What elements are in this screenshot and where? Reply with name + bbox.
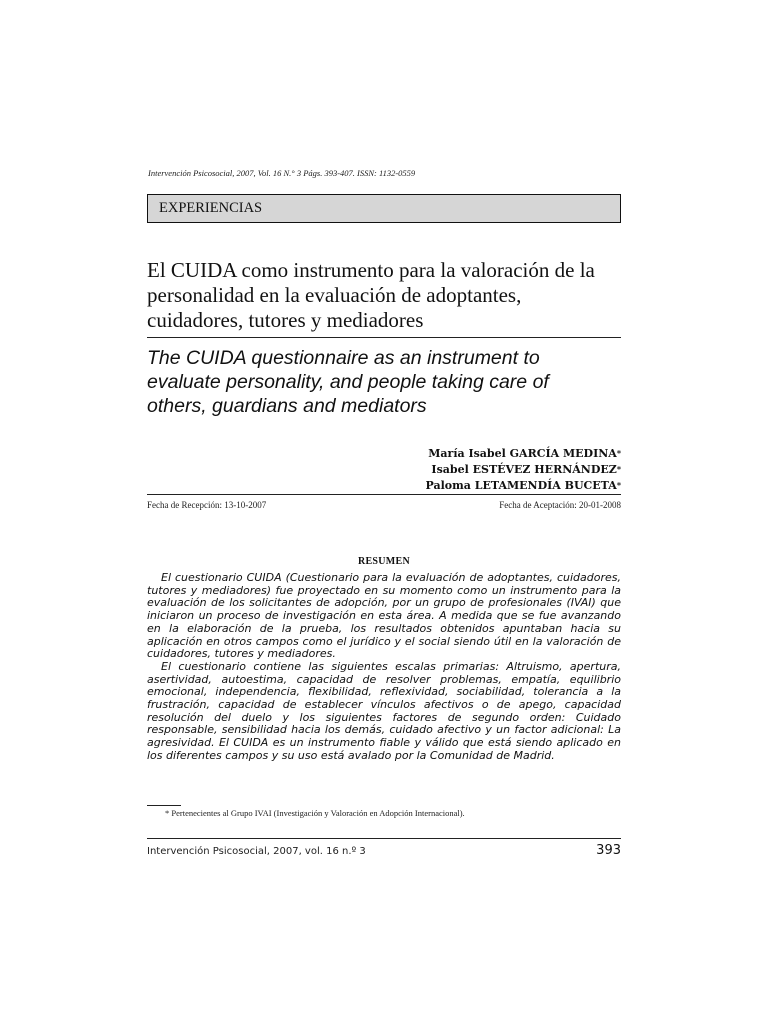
spanish-title-line: cuidadores, tutores y mediadores xyxy=(147,308,424,332)
author-affiliation-mark: * xyxy=(616,464,621,474)
author-given-name: María Isabel xyxy=(428,447,506,460)
author-affiliation-mark: * xyxy=(616,480,621,490)
author xyxy=(426,446,621,462)
footnote: * Pertenecientes al Grupo IVAI (Investigación y Valoración en Adopción Internacional). xyxy=(165,808,465,818)
author xyxy=(426,462,621,478)
accepted-date: Fecha de Aceptación: 20-01-2008 xyxy=(499,500,621,510)
footer-journal: Intervención Psicosocial, 2007, vol. 16 n.º 3 xyxy=(147,846,366,857)
footer-divider xyxy=(147,838,621,839)
abstract-heading: RESUMEN xyxy=(357,556,411,567)
title-divider xyxy=(147,337,621,338)
author-given-name: Isabel xyxy=(431,463,469,476)
spanish-title-line: personalidad en la evaluación de adoptantes, xyxy=(147,283,522,307)
author-given-name: Paloma xyxy=(425,479,471,492)
section-label: EXPERIENCIAS xyxy=(159,200,263,216)
footnote-divider xyxy=(147,805,181,806)
authors-divider xyxy=(147,494,621,495)
english-title-line: others, guardians and mediators xyxy=(147,395,427,417)
spanish-title xyxy=(147,258,627,333)
author xyxy=(426,478,621,494)
author-affiliation-mark: * xyxy=(616,448,621,458)
abstract-paragraph: El cuestionario contiene las siguientes escalas primarias: Altruismo, apertura, asertividad, autoestima, capacidad de resolver problemas, empatía, equilibrio emocional, independencia, flexibilidad, reflexividad, sociabilidad, tolerancia a la frustración, capacidad de establecer vínculos afectivos o de apego, capacidad resolución del duelo y los siguientes factores de segundo orden: Cuidado responsable, sensibilidad hacia los demás, cuidado afectivo y un factor adicional: La agresividad. El CUIDA es un instrumento fiable y válido que está siendo aplicado en los diferentes campos y su uso está avalado por la Comunidad de Madrid. xyxy=(147,659,621,762)
author-family-name: ESTÉVEZ HERNÁNDEZ xyxy=(472,463,617,476)
english-title-line: evaluate personality, and people taking care of xyxy=(147,371,549,393)
author-list xyxy=(426,446,621,494)
abstract-paragraph: El cuestionario CUIDA (Cuestionario para la evaluación de adoptantes, cuidadores, tutores y mediadores) fue proyectado en su momento como un instrumento para la evaluación de los solicitantes de adopción, por un grupo de profesionales (IVAI) que iniciaron un proceso de investigación en esta área. A medida que se fue avanzando en la elaboración de la prueba, los resultados obtenidos apuntaban hacia su aplicación en otros campos como el jurídico y el social siendo útil en la valoración de cuidadores, tutores y mediadores. xyxy=(147,571,621,661)
spanish-title-line: El CUIDA como instrumento para la valoración de la xyxy=(147,258,595,282)
abstract-body xyxy=(147,572,621,763)
journal-citation-header: Intervención Psicosocial, 2007, Vol. 16 N.° 3 Págs. 393-407. ISSN: 1132-0559 xyxy=(148,168,416,178)
english-title xyxy=(147,346,627,418)
received-date: Fecha de Recepción: 13-10-2007 xyxy=(147,500,267,510)
english-title-line: The CUIDA questionnaire as an instrument to xyxy=(147,347,540,369)
page-number: 393 xyxy=(596,843,621,858)
section-label-box xyxy=(147,194,621,223)
submission-dates xyxy=(147,500,621,510)
author-family-name: LETAMENDÍA BUCETA xyxy=(474,479,617,492)
author-family-name: GARCÍA MEDINA xyxy=(509,447,617,460)
